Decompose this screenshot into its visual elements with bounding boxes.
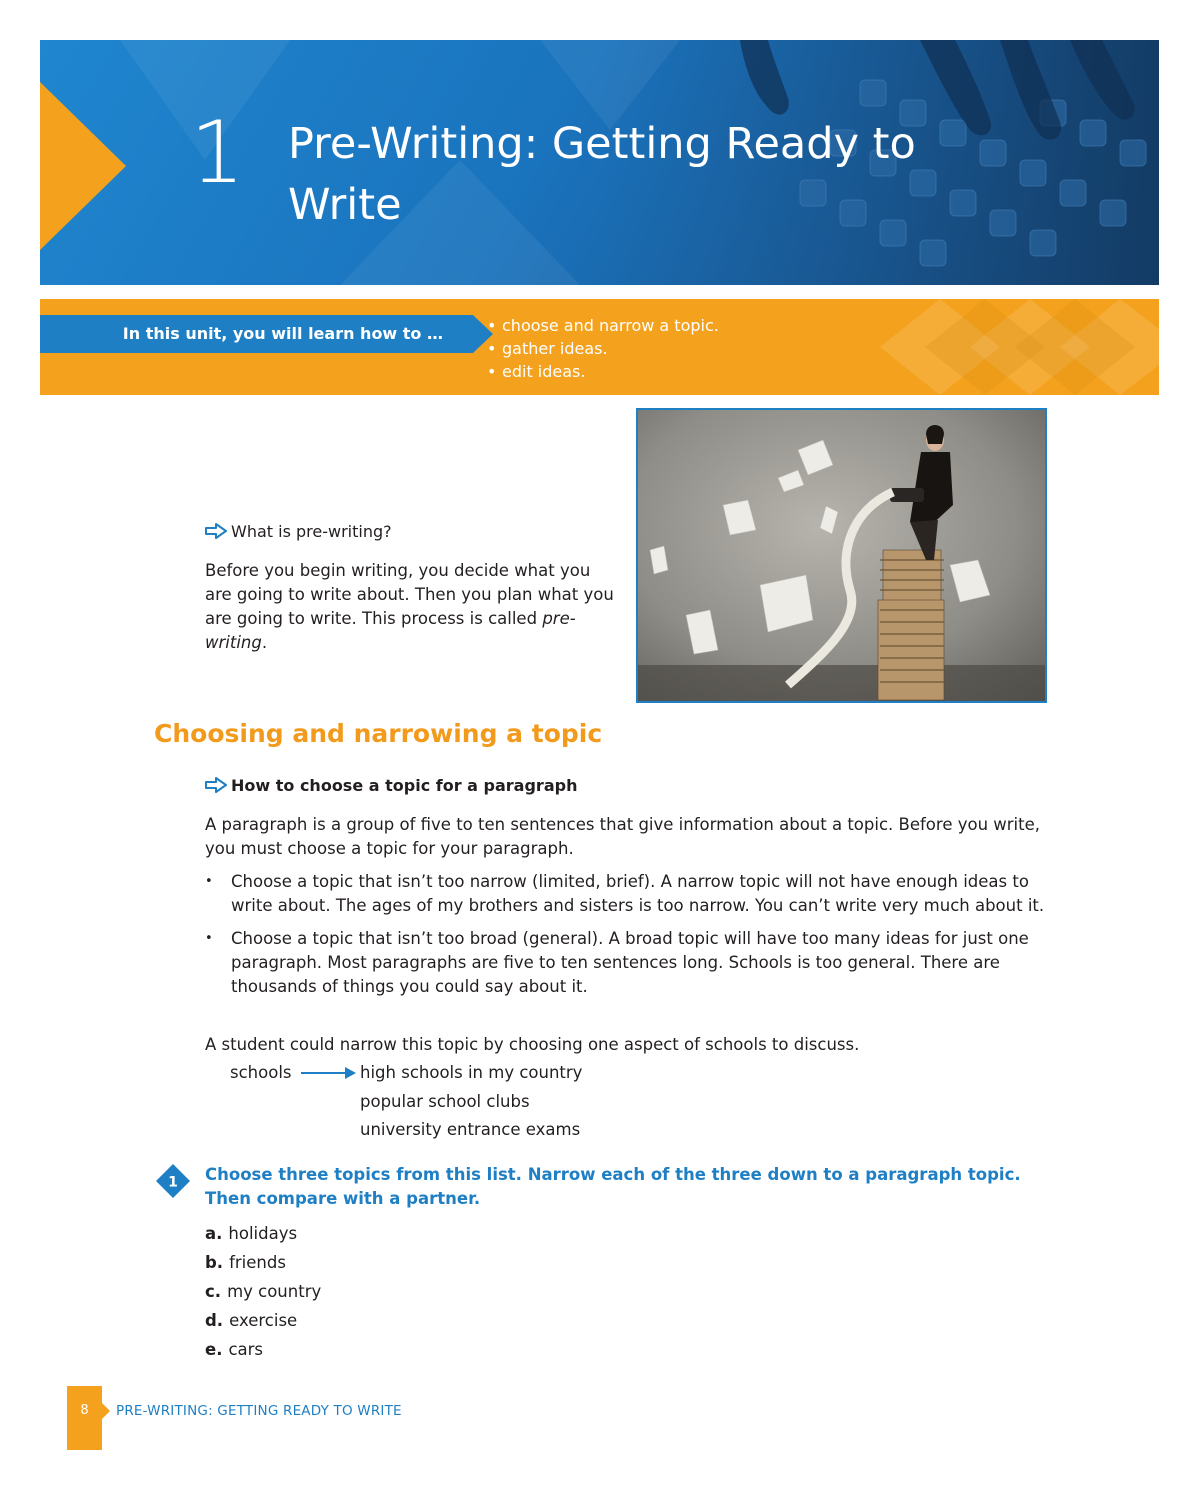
bullet-item: • Choose a topic that isn’t too narrow (limited, brief). A narrow topic will not have enough ideas to write about. The ages of my brothers and sisters is too narrow. You can’t write very much about it. [205, 870, 1055, 918]
option-text: cars [228, 1340, 264, 1359]
exercise-prompt: Choose three topics from this list. Narrow each of the three down to a paragraph topic. Then compare with a partner. [205, 1165, 1021, 1208]
diamond-badge-icon [155, 1163, 191, 1199]
objective-item: • edit ideas. [487, 360, 719, 383]
section-subheading-text: How to choose a topic for a paragraph [231, 776, 578, 795]
exercise-badge [155, 1163, 191, 1199]
footer-point [102, 1403, 110, 1419]
banner-chevron [40, 82, 126, 250]
option-letter: c. [205, 1282, 222, 1301]
intro-question-text: What is pre-writing? [231, 522, 392, 541]
chapter-title: Pre-Writing: Getting Ready to Write [288, 119, 916, 231]
intro-term: pre-writing [205, 609, 576, 652]
arrow-right-icon [205, 777, 227, 793]
objective-item: • gather ideas. [487, 337, 719, 360]
arrow-right-icon [205, 523, 227, 539]
narrowed-topic: popular school clubs [360, 1092, 530, 1111]
exercise-options [205, 1222, 321, 1367]
narrow-topic: schools [230, 1063, 292, 1082]
writer-photo [636, 408, 1047, 703]
option-text: holidays [228, 1224, 298, 1243]
narrowed-topic: university entrance exams [360, 1120, 581, 1139]
objective-item: • choose and narrow a topic. [487, 314, 719, 337]
bullet-item: • Choose a topic that isn’t too broad (general). A broad topic will have too many ideas for just one paragraph. Most paragraphs are five to ten sentences long. Schools is too general. There are thousands of things you could say about it. [205, 927, 1055, 999]
exercise-number: 1 [168, 1174, 178, 1191]
option-letter: e. [205, 1340, 223, 1359]
intro-question [205, 520, 392, 544]
narrow-intro: A student could narrow this topic by choosing one aspect of schools to discuss. [205, 1035, 860, 1054]
section-heading: Choosing and narrowing a topic [154, 719, 603, 748]
option-item [205, 1338, 321, 1367]
option-text: exercise [229, 1311, 298, 1330]
learning-objectives-strip [40, 299, 1159, 395]
option-text: friends [229, 1253, 286, 1272]
long-arrow-right-icon [301, 1066, 357, 1080]
option-item [205, 1280, 321, 1309]
option-item [205, 1222, 321, 1251]
section-subheading [205, 774, 577, 798]
objectives-label: In this unit, you will learn how to … [40, 315, 473, 353]
running-title: PRE-WRITING: GETTING READY TO WRITE [116, 1403, 402, 1419]
option-item [205, 1309, 321, 1338]
page-number: 8 [67, 1386, 102, 1450]
chapter-banner [40, 40, 1159, 285]
option-letter: d. [205, 1311, 224, 1330]
section-paragraph: A paragraph is a group of five to ten sentences that give information about a topic. Before you write, you must choose a topic for your paragraph. [205, 815, 1041, 858]
topic-bullets [205, 870, 1055, 1008]
objectives-list [487, 314, 719, 383]
chapter-number: 1 [190, 103, 245, 203]
option-letter: b. [205, 1253, 224, 1272]
intro-paragraph [205, 559, 620, 655]
intro-paragraph-text: Before you begin writing, you decide what you are going to write about. Then you plan what you are going to write. This process is called [205, 561, 614, 628]
option-text: my country [227, 1282, 322, 1301]
woman-on-books-illustration [638, 410, 1045, 701]
narrowed-topic: high schools in my country [360, 1063, 583, 1082]
intro-paragraph-end: . [261, 633, 268, 652]
option-letter: a. [205, 1224, 223, 1243]
option-item [205, 1251, 321, 1280]
